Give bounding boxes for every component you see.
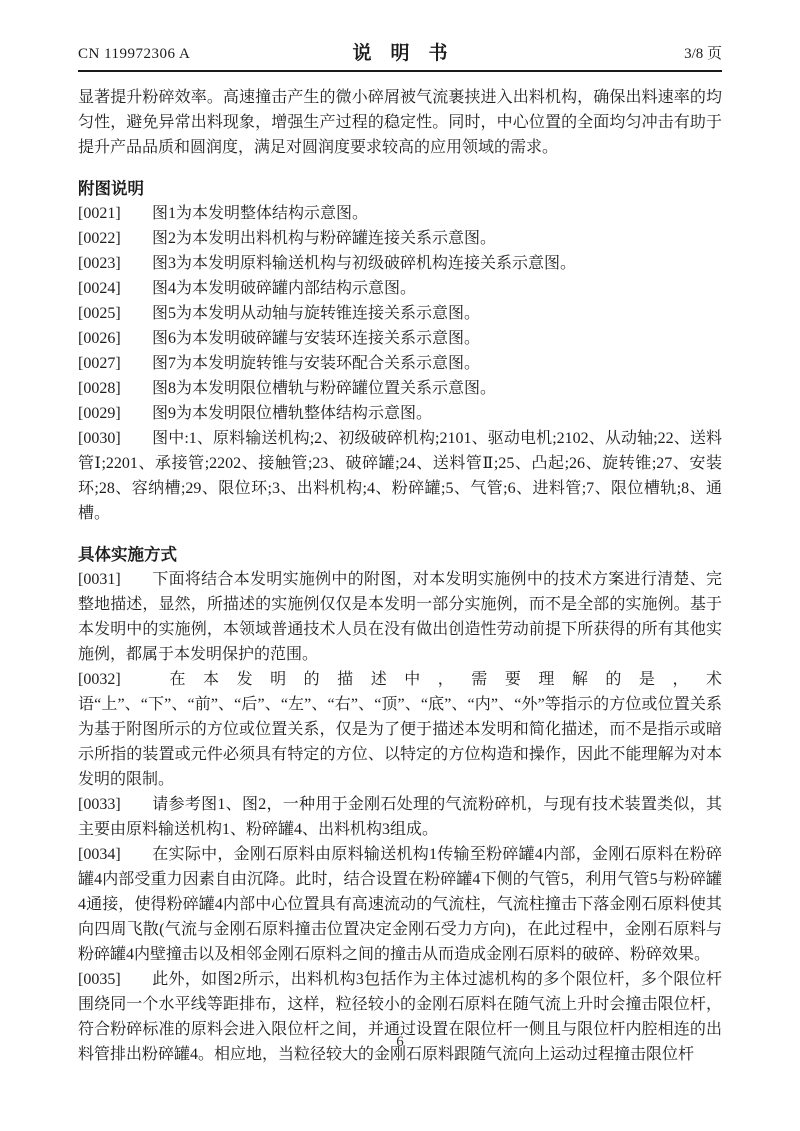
paragraph-text: 图5为本发明从动轴与旋转锥连接关系示意图。: [152, 305, 481, 322]
paragraph-number: [0025]: [78, 305, 121, 322]
paragraph-text: 图3为本发明原料输送机构与初级破碎机构连接关系示意图。: [152, 255, 577, 272]
paragraph-text: 在实际中，金刚石原料由原料输送机构1传输至粉碎罐4内部，金刚石原料在粉碎罐4内部受重力因素自由沉降。此时，结合设置在粉碎罐4下侧的气管5，利用气管5与粉碎罐4通接，使得粉碎罐4内部中心位置具有高速流动的气流柱，气流柱撞击下落金刚石原料使其向四周飞散(气流与金刚石原料撞击位置决定金刚石受力方向)，在此过程中，金刚石原料与粉碎罐4内壁撞击以及相邻金刚石原料之间的撞击从而造成金刚石原料的破碎、粉碎效果。: [78, 846, 722, 963]
paragraph-number: [0033]: [78, 796, 121, 813]
page-indicator: 3/8 页: [684, 46, 722, 62]
paragraph-0026: [78, 326, 722, 351]
page-number: 6: [396, 1034, 404, 1050]
intro-paragraph: 显著提升粉碎效率。高速撞击产生的微小碎屑被气流裹挟进入出料机构，确保出料速率的均匀性，避免异常出料现象，增强生产过程的稳定性。同时，中心位置的全面均匀冲击有助于提升产品品质和圆润度，满足对圆润度要求较高的应用领域的需求。: [78, 89, 722, 156]
paragraph-number: [0030]: [78, 430, 121, 447]
paragraph-number: [0024]: [78, 280, 121, 297]
paragraph-0034: [78, 842, 722, 967]
paragraph-0030: [78, 426, 722, 526]
paragraph-number: [0034]: [78, 846, 121, 863]
paragraph-text: 图1为本发明整体结构示意图。: [152, 205, 369, 222]
paragraph-number: [0022]: [78, 230, 121, 247]
section-heading-embodiments: 具体实施方式: [78, 545, 177, 564]
paragraph-0027: [78, 351, 722, 376]
paragraph-text: 在本发明的描述中，需要理解的是，术语“上”、“下”、“前”、“后”、“左”、“右”、“顶”、“底”、“内”、“外”等指示的方位或位置关系为基于附图所示的方位或位置关系，仅是为了便于描述本发明和简化描述，而不是指示或暗示所指的装置或元件必须具有特定的方位、以特定的方位构造和操作，因此不能理解为对本发明的限制。: [78, 671, 722, 788]
paragraph-text: 图9为本发明限位槽轨整体结构示意图。: [152, 405, 433, 422]
paragraph-0023: [78, 251, 722, 276]
paragraph-0025: [78, 301, 722, 326]
paragraph-0022: [78, 226, 722, 251]
paragraph-number: [0032]: [78, 671, 121, 688]
paragraph-text: 图6为本发明破碎罐与安装环连接关系示意图。: [152, 330, 481, 347]
paragraph-text: 请参考图1、图2，一种用于金刚石处理的气流粉碎机，与现有技术装置类似，其主要由原料输送机构1、粉碎罐4、出料机构3组成。: [78, 796, 722, 838]
paragraph-number: [0028]: [78, 380, 121, 397]
paragraph-number: [0023]: [78, 255, 121, 272]
paragraph-0032: [78, 667, 722, 792]
paragraph-text: 下面将结合本发明实施例中的附图，对本发明实施例中的技术方案进行清楚、完整地描述，显然，所描述的实施例仅仅是本发明一部分实施例，而不是全部的实施例。基于本发明中的实施例，本领域普通技术人员在没有做出创造性劳动前提下所获得的所有其他实施例，都属于本发明保护的范围。: [78, 571, 722, 663]
page-header: [78, 38, 722, 72]
paragraph-text: 图2为本发明出料机构与粉碎罐连接关系示意图。: [152, 230, 497, 247]
paragraph-0035: [78, 967, 722, 1067]
paragraph-0028: [78, 376, 722, 401]
paragraph-text: 图8为本发明限位槽轨与粉碎罐位置关系示意图。: [152, 380, 497, 397]
document-number: CN 119972306 A: [78, 46, 191, 62]
paragraph-number: [0021]: [78, 205, 121, 222]
paragraph-text: 图7为本发明旋转锥与安装环配合关系示意图。: [152, 355, 481, 372]
section-heading-figures: 附图说明: [78, 179, 144, 198]
paragraph-number: [0027]: [78, 355, 121, 372]
paragraph-0024: [78, 276, 722, 301]
paragraph-text: 图4为本发明破碎罐内部结构示意图。: [152, 280, 417, 297]
page-footer: [0, 1034, 800, 1051]
paragraph-0029: [78, 401, 722, 426]
paragraph-0021: [78, 201, 722, 226]
paragraph-number: [0035]: [78, 971, 121, 988]
paragraph-0033: [78, 792, 722, 842]
document-body: [78, 85, 722, 1067]
paragraph-number: [0026]: [78, 330, 121, 347]
paragraph-text: 图中:1、原料输送机构;2、初级破碎机构;2101、驱动电机;2102、从动轴;22、送料管Ⅰ;2201、承接管;2202、接触管;23、破碎罐;24、送料管Ⅱ;25、凸起;26、旋转锥;27、安装环;28、容纳槽;29、限位环;3、出料机构;4、粉碎罐;5、气管;6、进料管;7、限位槽轨;8、通槽。: [78, 430, 722, 522]
document-title: 说 明 书: [352, 43, 448, 64]
paragraph-number: [0029]: [78, 405, 121, 422]
paragraph-0031: [78, 567, 722, 667]
paragraph-number: [0031]: [78, 571, 121, 588]
paragraph-text: 此外，如图2所示，出料机构3包括作为主体过滤机构的多个限位杆，多个限位杆围绕同一个水平线等距排布，这样，粒径较小的金刚石原料在随气流上升时会撞击限位杆，符合粉碎标准的原料会进入限位杆之间，并通过设置在限位杆一侧且与限位杆内腔相连的出料管排出粉碎罐4。相应地，当粒径较大的金刚石原料跟随气流向上运动过程撞击限位杆: [78, 971, 722, 1063]
